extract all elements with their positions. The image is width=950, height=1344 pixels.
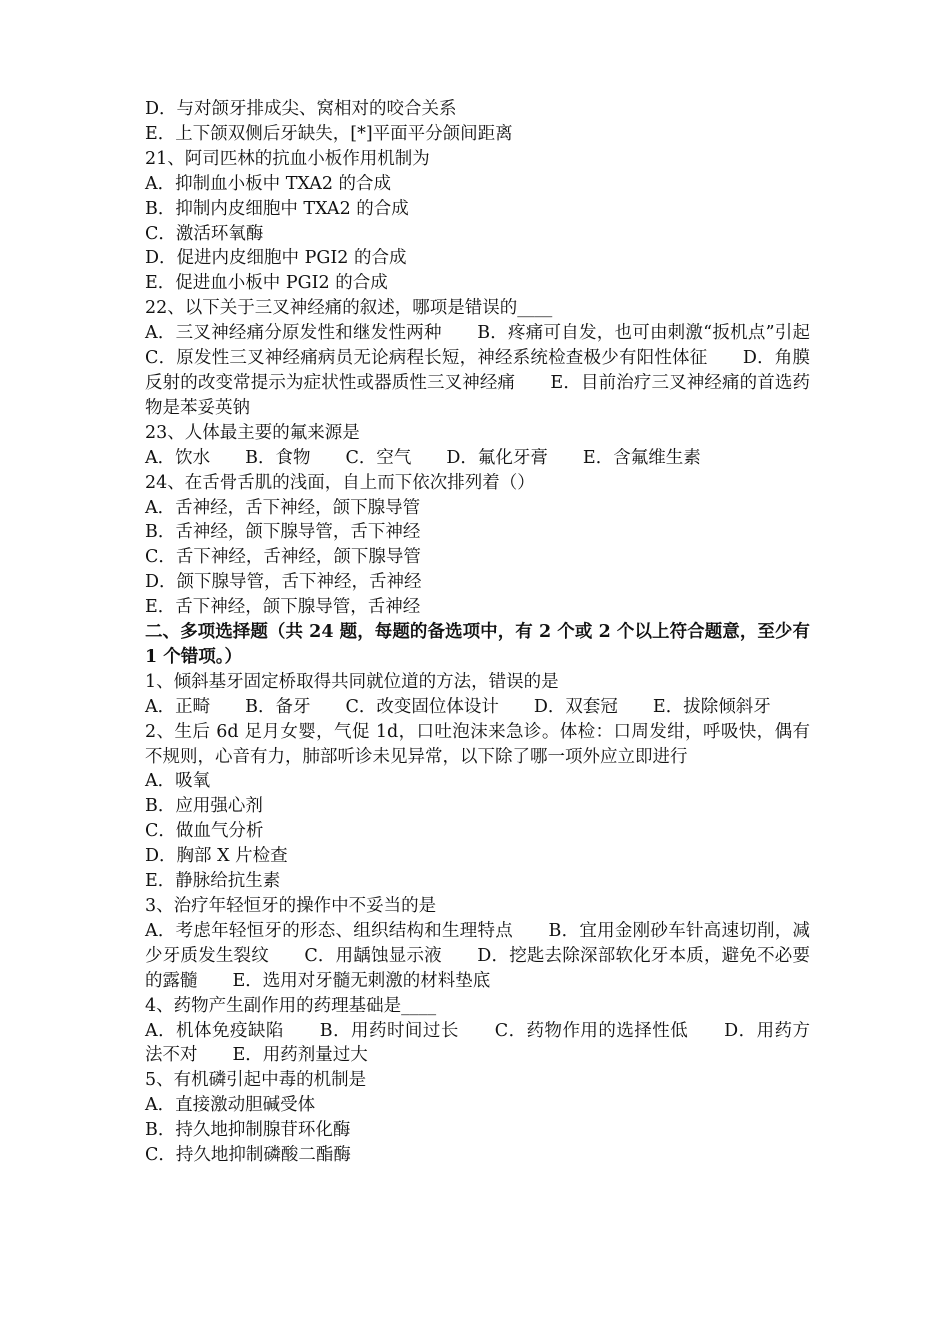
- question-line: 24、在舌骨舌肌的浅面，自上而下依次排列着（）: [145, 472, 535, 493]
- options-paragraph: A．三叉神经痛分原发性和继发性两种 B．疼痛可自发，也可由刺激“扳机点”引起 C．原发性三叉神经痛病员无论病程长短，神经系统检查极少有阳性体征 D．角膜反射的改变常提示为症状性或器质性三叉神经痛 E．目前治疗三叉神经痛的首选药物是苯妥英钠: [145, 323, 845, 418]
- options-paragraph: A．正畸 B．备牙 C．改变固位体设计 D．双套冠 E．拔除倾斜牙: [145, 696, 771, 717]
- option-line: E．促进血小板中 PGI2 的合成: [145, 273, 388, 294]
- option-line: E．静脉给抗生素: [145, 871, 281, 892]
- question-line: 5、有机磷引起中毒的机制是: [145, 1070, 367, 1091]
- option-line: A．直接激动胆碱受体: [145, 1095, 316, 1116]
- question-line: 23、人体最主要的氟来源是: [145, 422, 360, 443]
- option-line: B．舌神经，颌下腺导管，舌下神经: [145, 522, 421, 543]
- option-line: E．舌下神经，颌下腺导管，舌神经: [145, 597, 421, 618]
- option-line: D．胸部 X 片检查: [145, 846, 288, 867]
- option-line: B．抑制内皮细胞中 TXA2 的合成: [145, 198, 409, 219]
- option-line: C．持久地抑制磷酸二酯酶: [145, 1145, 351, 1166]
- option-line: B．持久地抑制腺苷环化酶: [145, 1120, 351, 1141]
- option-line: D．与对颌牙排成尖、窝相对的咬合关系: [145, 99, 457, 119]
- options-paragraph: A．机体免疫缺陷 B．用药时间过长 C．药物作用的选择性低 D．用药方法不对 E．用药剂量过大: [145, 1020, 810, 1066]
- question-line: 21、阿司匹林的抗血小板作用机制为: [145, 148, 430, 169]
- option-line: C．舌下神经，舌神经，颌下腺导管: [145, 547, 421, 568]
- option-line: E．上下颌双侧后牙缺失，[*]平面平分颌间距离: [145, 123, 513, 144]
- option-line: C．做血气分析: [145, 821, 264, 842]
- option-line: A．抑制血小板中 TXA2 的合成: [145, 173, 392, 194]
- option-line: C．激活环氧酶: [145, 223, 264, 244]
- option-line: D．颌下腺导管，舌下神经，舌神经: [145, 572, 422, 593]
- question-line: 22、以下关于三叉神经痛的叙述，哪项是错误的____: [145, 298, 553, 319]
- question-line: 1、倾斜基牙固定桥取得共同就位道的方法，错误的是: [145, 671, 559, 692]
- option-line: B．应用强心剂: [145, 796, 263, 817]
- options-paragraph: A．考虑年轻恒牙的形态、组织结构和生理特点 B．宜用金刚砂车针高速切削，减少牙质发生裂纹 C．用龋蚀显示液 D．挖匙去除深部软化牙本质，避免不必要的露髓 E．选用对牙髓无刺激的材料垫底: [145, 920, 810, 991]
- question-line: 4、药物产生副作用的药理基础是____: [145, 995, 437, 1016]
- options-paragraph: A．饮水 B．食物 C．空气 D．氟化牙膏 E．含氟维生素: [145, 447, 701, 468]
- question-line: 2、生后 6d 足月女婴，气促 1d，口吐泡沫来急诊。体检：口周发绀，呼吸快，偶有不规则，心音有力，肺部听诊未见异常，以下除了哪一项外应立即进行: [145, 721, 810, 767]
- section-heading: 二、多项选择题（共 24 题，每题的备选项中，有 2 个或 2 个以上符合题意，至少有 1 个错项。）: [145, 622, 810, 667]
- question-line: 3、治疗年轻恒牙的操作中不妥当的是: [145, 896, 437, 916]
- option-line: A．舌神经，舌下神经，颌下腺导管: [145, 497, 421, 518]
- option-line: D．促进内皮细胞中 PGI2 的合成: [145, 248, 407, 269]
- option-line: A．吸氧: [145, 771, 211, 792]
- document-page: [145, 97, 845, 1168]
